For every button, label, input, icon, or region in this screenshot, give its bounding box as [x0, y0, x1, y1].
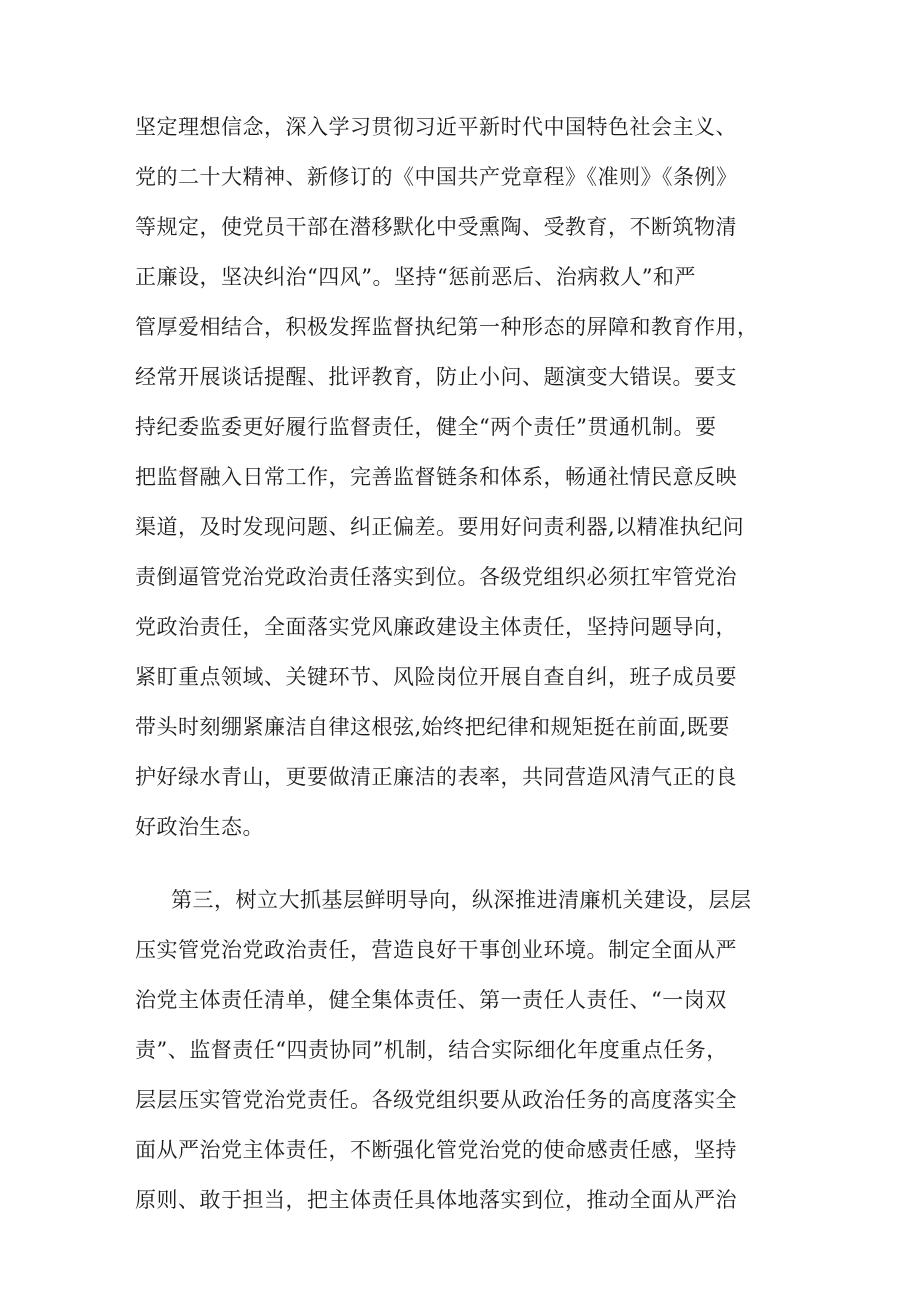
paragraph-1-line: 护好绿水青山，更要做清正廉洁的表率，共同营造风清气正的良	[135, 765, 737, 789]
paragraph-1-line: 责倒逼管党治党政治责任落实到位。各级党组织必须扛牢管党治	[135, 565, 737, 589]
paragraph-1-line: 紧盯重点领域、关键环节、风险岗位开展自查自纠，班子成员要	[135, 665, 737, 689]
paragraph-1-line: 党政治责任，全面落实党风廉政建设主体责任，坚持问题导向，	[135, 615, 737, 639]
paragraph-1-line: 渠道，及时发现问题、纠正偏差。要用好问责利器,以精准执纪问	[135, 515, 745, 539]
paragraph-1-line: 经常开展谈话提醒、批评教育，防止小问、题演变大错误。要支	[135, 365, 737, 389]
paragraph-2-line: 责”、监督责任“四责协同”机制，结合实际细化年度重点任务，	[135, 1038, 728, 1062]
paragraph-1-line: 把监督融入日常工作，完善监督链条和体系，畅通社情民意反映	[135, 465, 737, 489]
paragraph-1-line: 管厚爱相结合，积极发挥监督执纪第一种形态的屏障和教育作用，	[135, 315, 759, 339]
paragraph-2-line: 压实管党治党政治责任，营造良好干事创业环境。制定全面从严	[135, 938, 737, 962]
paragraph-2-line: 治党主体责任清单，健全集体责任、第一责任人责任、“一岗双	[135, 988, 727, 1012]
paragraph-1-line: 好政治生态。	[135, 815, 264, 839]
paragraph-1-line: 坚定理想信念，深入学习贯彻习近平新时代中国特色社会主义、	[135, 115, 737, 139]
paragraph-2-line: 面从严治党主体责任，不断强化管党治党的使命感责任感，坚持	[135, 1138, 737, 1162]
paragraph-1-line: 正廉设，坚决纠治“四风”。坚持“惩前恶后、治病救人”和严	[135, 265, 696, 289]
paragraph-1-line: 等规定，使党员干部在潜移默化中受熏陶、受教育，不断筑物清	[135, 215, 737, 239]
paragraph-1-line: 党的二十大精神、新修订的《中国共产党章程》《准则》《条例》	[135, 165, 738, 189]
paragraph-2-line: 原则、敢于担当，把主体责任具体地落实到位，推动全面从严治	[135, 1188, 737, 1212]
paragraph-1-line: 带头时刻绷紧廉洁自律这根弦,始终把纪律和规矩挺在前面,既要	[135, 715, 730, 739]
paragraph-2-line: 层层压实管党治党责任。各级党组织要从政治任务的高度落实全	[135, 1088, 737, 1112]
paragraph-2-line: 第三，树立大抓基层鲜明导向，纵深推进清廉机关建设，层层	[171, 888, 752, 912]
paragraph-1-line: 持纪委监委更好履行监督责任，健全“两个责任”贯通机制。要	[135, 415, 717, 439]
